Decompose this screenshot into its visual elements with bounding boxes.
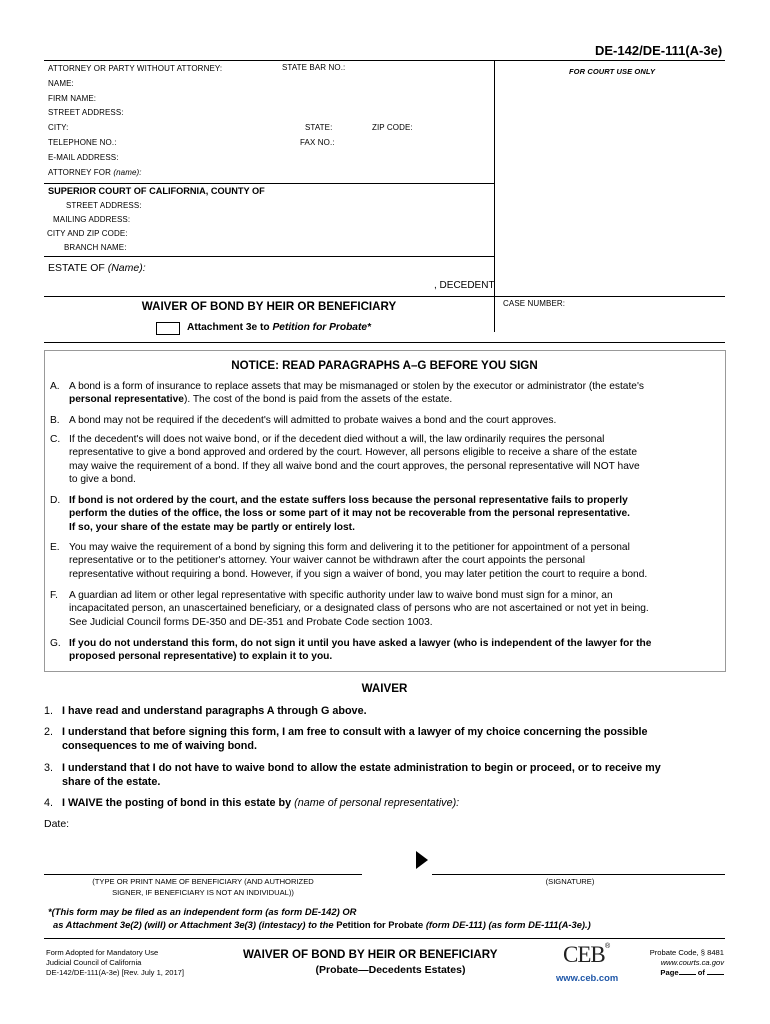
footnote-line1: *(This form may be filed as an independent form (as form DE-142) OR bbox=[48, 906, 357, 917]
personal-representative-name-field[interactable] bbox=[484, 808, 724, 822]
zip-label: ZIP CODE: bbox=[372, 123, 413, 132]
signature-field[interactable] bbox=[432, 856, 725, 874]
paragraph-letter: B. bbox=[50, 415, 60, 426]
ceb-logo: CEB bbox=[563, 942, 605, 967]
paragraph-letter: E. bbox=[50, 542, 60, 553]
email-label: E-MAIL ADDRESS: bbox=[48, 153, 119, 162]
page-label: Page bbox=[660, 968, 679, 977]
attorney-for-name-hint: (name): bbox=[113, 168, 142, 177]
footnote bbox=[48, 906, 591, 931]
waiver-item-3 bbox=[44, 761, 724, 789]
notice-paragraph-f bbox=[50, 589, 718, 629]
waiver-item-4-hint: (name of personal representative): bbox=[294, 797, 460, 809]
estate-of-label bbox=[48, 262, 146, 274]
signature-rule bbox=[432, 874, 725, 875]
paragraph-a-text2: ). The cost of the bond is paid from the assets of the estate. bbox=[183, 394, 453, 406]
court-city-zip-label: CITY AND ZIP CODE: bbox=[47, 229, 128, 238]
state-label: STATE: bbox=[305, 123, 333, 132]
waiver-number: 2. bbox=[44, 726, 54, 738]
page-number-field[interactable] bbox=[679, 974, 696, 975]
estate-of-text: ESTATE OF bbox=[48, 262, 105, 274]
paragraph-letter: D. bbox=[50, 495, 61, 506]
waiver-number: 1. bbox=[44, 705, 54, 717]
courts-url[interactable]: www.courts.ca.gov bbox=[660, 958, 724, 967]
waiver-item-2-line2: consequences to me of waiving bond. bbox=[62, 740, 257, 752]
waiver-item-2 bbox=[44, 725, 724, 753]
attachment-checkbox[interactable] bbox=[156, 322, 180, 335]
paragraph-c-line1: If the decedent's will does not waive bond, or if the decedent died without a will, the law ordinarily requires the personal bbox=[69, 434, 605, 445]
footnote-line2-italic: as Attachment 3e(2) (will) or Attachment 3e(3) (intestacy) to the bbox=[53, 918, 334, 930]
date-label: Date: bbox=[44, 818, 70, 830]
attorney-for-text: ATTORNEY FOR bbox=[48, 168, 111, 177]
paragraph-d-line2: perform the duties of the office, the loss or some part of it may not be recoverable from the personal representative. bbox=[69, 508, 631, 520]
attorney-for-label bbox=[48, 168, 142, 177]
paragraph-g-line1: If you do not understand this form, do not sign it until you have asked a lawyer (who is independent of the lawyer for the bbox=[69, 638, 652, 649]
footer-council: Judicial Council of California bbox=[46, 958, 142, 967]
paragraph-c-line3: may waive the requirement of a bond. If they all waive bond and the court approves, the personal representative will NOT have bbox=[69, 460, 640, 472]
name-caption-line1: (TYPE OR PRINT NAME OF BENEFICIARY (AND AUTHORIZED bbox=[92, 877, 314, 886]
paragraph-f-line3: See Judicial Council forms DE-350 and DE-351 and Probate Code section 1003. bbox=[69, 616, 433, 628]
page-total-field[interactable] bbox=[707, 974, 724, 975]
city-label: CITY: bbox=[48, 123, 69, 132]
paragraph-a-text1: A bond is a form of insurance to replace assets that may be mismanaged or stolen by the executor or administrator (the estate's bbox=[69, 381, 645, 392]
fax-label: FAX NO.: bbox=[300, 138, 335, 147]
date-field[interactable] bbox=[80, 818, 260, 832]
footer-form-rev: DE-142/DE-111(A-3e) [Rev. July 1, 2017] bbox=[46, 968, 185, 977]
estate-block-rule bbox=[44, 296, 725, 297]
waiver-number: 3. bbox=[44, 762, 54, 774]
attorney-label: ATTORNEY OR PARTY WITHOUT ATTORNEY: bbox=[48, 64, 223, 73]
attachment-prefix: Attachment 3e to bbox=[187, 322, 270, 333]
paragraph-letter: A. bbox=[50, 381, 60, 392]
notice-paragraph-e bbox=[50, 541, 718, 581]
footer-adoption bbox=[46, 948, 184, 978]
footer-subtitle: (Probate—Decedents Estates) bbox=[315, 964, 466, 976]
attorney-block-rule bbox=[44, 183, 494, 184]
court-street-label: STREET ADDRESS: bbox=[66, 201, 142, 210]
paragraph-e-line2: representative or to the petitioner's attorney. Your waiver cannot be withdrawn after the court appoints the personal bbox=[69, 555, 585, 567]
telephone-label: TELEPHONE NO.: bbox=[48, 138, 117, 147]
paragraph-letter: C. bbox=[50, 434, 61, 445]
paragraph-g-line2: proposed personal representative) to explain it to you. bbox=[69, 651, 333, 663]
ceb-registered-mark: ® bbox=[605, 943, 611, 950]
footer-right bbox=[622, 948, 724, 978]
signature-caption: (SIGNATURE) bbox=[545, 877, 595, 886]
waiver-item-3-line2: share of the estate. bbox=[62, 776, 161, 788]
notice-paragraph-c bbox=[50, 433, 718, 487]
notice-paragraph-d bbox=[50, 494, 718, 534]
decedent-label: , DECEDENT bbox=[434, 280, 495, 291]
ceb-url[interactable]: www.ceb.com bbox=[556, 972, 619, 983]
footnote-line2-normal: Petition for Probate bbox=[336, 918, 424, 930]
caption-divider bbox=[494, 60, 495, 332]
court-mailing-label: MAILING ADDRESS: bbox=[53, 215, 131, 224]
paragraph-d-line3: If so, your share of the estate may be partly or entirely lost. bbox=[69, 521, 355, 533]
of-label: of bbox=[697, 968, 705, 977]
waiver-item-3-line1: I understand that I do not have to waive bond to allow the estate administration to begin or proceed, or to receive my bbox=[62, 762, 661, 774]
paragraph-letter: G. bbox=[50, 638, 61, 649]
waiver-item-2-line1: I understand that before signing this form, I am free to consult with a lawyer of my choice concerning the possible bbox=[62, 726, 648, 738]
form-id: DE-142/DE-111(A-3e) bbox=[595, 43, 723, 58]
paragraph-c-line4: to give a bond. bbox=[69, 474, 136, 486]
waiver-item-1 bbox=[44, 704, 724, 718]
notice-paragraph-b bbox=[50, 414, 718, 427]
sign-here-arrow-icon bbox=[416, 851, 428, 869]
street-address-label: STREET ADDRESS: bbox=[48, 108, 124, 117]
name-signature-rule bbox=[44, 874, 362, 875]
footnote-line2-end: (form DE-111) (as form DE-111(A-3e).) bbox=[425, 918, 591, 930]
notice-heading: NOTICE: READ PARAGRAPHS A–G BEFORE YOU SIGN bbox=[231, 359, 538, 372]
footer-title: WAIVER OF BOND BY HEIR OR BENEFICIARY bbox=[243, 948, 498, 961]
paragraph-f-line2: incapacitated person, an unascertained beneficiary, or a designated class of persons who are not ascertained or not yet in being. bbox=[69, 603, 649, 615]
beneficiary-name-field[interactable] bbox=[44, 856, 362, 874]
footer-adopted: Form Adopted for Mandatory Use bbox=[46, 948, 159, 957]
name-caption bbox=[44, 876, 362, 898]
notice-paragraph-g bbox=[50, 637, 718, 664]
paragraph-c-line2: representative to give a bond approved and ordered by the court. However, all persons eligible to receive a share of the estate bbox=[69, 447, 638, 459]
waiver-item-4-text: I WAIVE the posting of bond in this estate by bbox=[62, 797, 292, 809]
probate-code: Probate Code, § 8481 bbox=[649, 948, 724, 957]
form-title: WAIVER OF BOND BY HEIR OR BENEFICIARY bbox=[141, 300, 397, 313]
case-number-label: CASE NUMBER: bbox=[503, 299, 566, 308]
notice-paragraph-a bbox=[50, 380, 718, 407]
state-bar-label: STATE BAR NO.: bbox=[282, 63, 346, 72]
paragraph-e-line3: representative without requiring a bond. However, if you sign a waiver of bond, you may later petition the court to require a bond. bbox=[69, 568, 648, 580]
paragraph-f-line1: A guardian ad litem or other legal representative with specific authority under law to waive bond must sign for a minor, an bbox=[69, 590, 613, 601]
name-caption-line2: SIGNER, IF BENEFICIARY IS NOT AN INDIVIDUAL)) bbox=[112, 888, 294, 897]
waiver-heading: WAIVER bbox=[361, 682, 408, 695]
paragraph-a-bold: personal representative bbox=[69, 394, 184, 406]
paragraph-d-line1: If bond is not ordered by the court, and the estate suffers loss because the personal representative fails to properly bbox=[69, 495, 628, 506]
court-heading: SUPERIOR COURT OF CALIFORNIA, COUNTY OF bbox=[48, 186, 265, 196]
paragraph-b-text: A bond may not be required if the decedent's will admitted to probate waives a bond and the court approves. bbox=[69, 415, 557, 426]
court-use-label: FOR COURT USE ONLY bbox=[569, 67, 656, 76]
firm-name-label: FIRM NAME: bbox=[48, 94, 97, 103]
waiver-number: 4. bbox=[44, 797, 54, 809]
paragraph-e-line1: You may waive the requirement of a bond by signing this form and delivering it to the petitioner for appointment of a personal bbox=[69, 542, 630, 553]
paragraph-letter: F. bbox=[50, 590, 58, 601]
attachment-line bbox=[187, 322, 371, 333]
footer-rule bbox=[44, 938, 725, 939]
branch-label: BRANCH NAME: bbox=[64, 243, 127, 252]
waiver-item-1-text: I have read and understand paragraphs A through G above. bbox=[62, 705, 367, 717]
estate-of-name-hint: (Name): bbox=[107, 262, 146, 274]
caption-top-rule bbox=[44, 60, 725, 61]
name-label: NAME: bbox=[48, 79, 74, 88]
caption-bottom-rule bbox=[44, 342, 725, 343]
attachment-petition: Petition for Probate* bbox=[272, 322, 371, 333]
court-block-rule bbox=[44, 256, 494, 257]
